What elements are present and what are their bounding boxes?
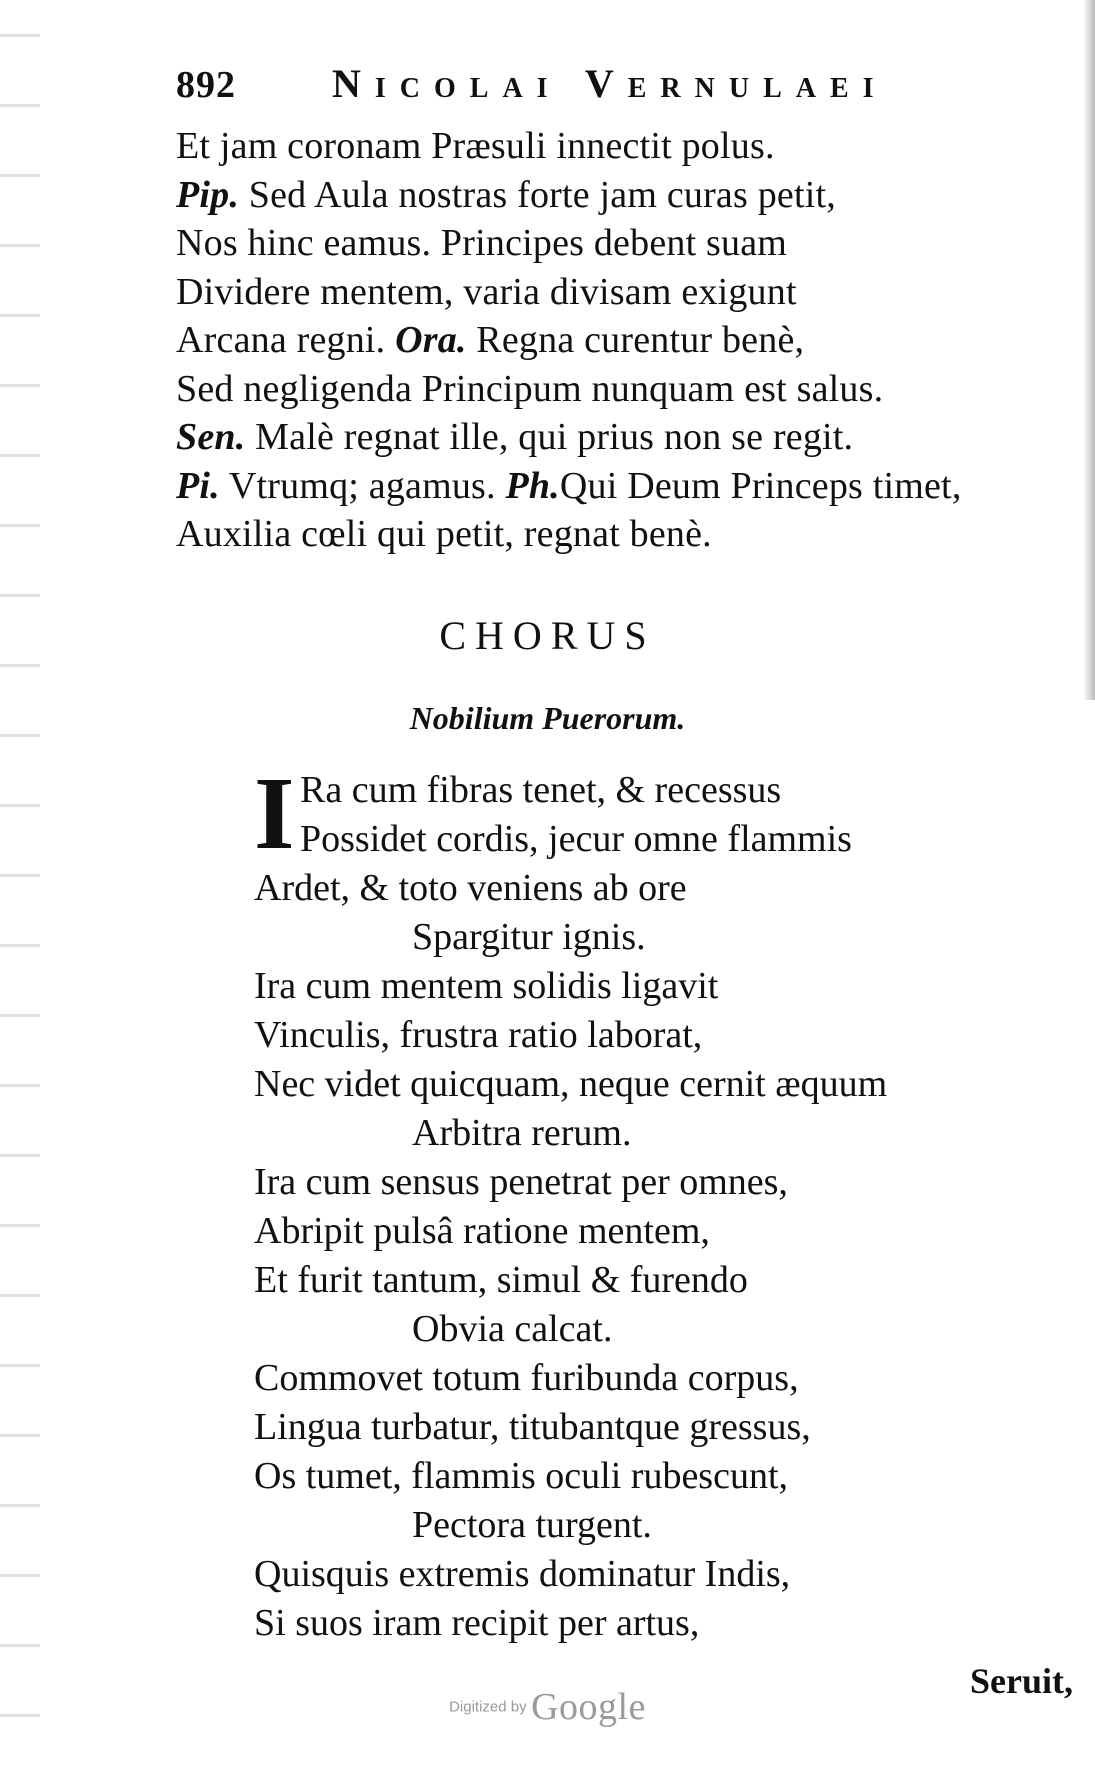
dialogue-text: Nos hinc eamus. Principes debent suam: [176, 222, 788, 264]
verse-line: Pectora turgent.: [412, 1504, 652, 1546]
verse-line: Ra cum fibras tenet, & recessus: [300, 769, 782, 811]
verse-line: Ira cum sensus penetrat per omnes,: [254, 1161, 788, 1203]
page-header: [176, 60, 936, 110]
verse-line: Ira cum mentem solidis ligavit: [254, 965, 719, 1007]
chorus-title: CHORUS: [439, 613, 656, 658]
chorus-poem: [254, 756, 1054, 1648]
dialogue-line: [176, 316, 1056, 365]
dialogue-text: Malè regnat ille, qui prius non se regit.: [245, 416, 854, 458]
speaker-label: Sen.: [176, 416, 246, 458]
verse-line: Nec videt quicquam, neque cernit æquum: [254, 1063, 888, 1105]
verse-line: Lingua turbatur, titubantque gressus,: [254, 1406, 811, 1448]
dialogue-line: [176, 365, 1056, 414]
running-head: Nicolai Vernulaei: [332, 61, 888, 106]
dialogue-line: [176, 171, 1056, 220]
catchword: Seruit,: [970, 1661, 1073, 1701]
verse-line: Arbitra rerum.: [412, 1112, 632, 1154]
dialogue-text: Qui Deum Princeps timet,: [559, 464, 962, 507]
watermark-prefix: Digitized by: [449, 1698, 527, 1716]
google-logo-text: Google: [531, 1686, 646, 1728]
dialogue-text: Auxilia cœli qui petit, regnat benè.: [176, 513, 712, 555]
speaker-label: Ora.: [395, 319, 467, 361]
dialogue-line: [176, 268, 1056, 317]
chorus-subtitle: Nobilium Puerorum.: [409, 700, 686, 736]
dialogue-line: [176, 219, 1056, 268]
verse-line: Vinculis, frustra ratio laborat,: [254, 1014, 703, 1056]
verse-line: Abripit pulsâ ratione mentem,: [254, 1210, 710, 1252]
dialogue-text: Sed Aula nostras forte jam curas petit,: [239, 173, 836, 216]
verse-line: Spargitur ignis.: [412, 916, 646, 958]
drop-capital: I: [254, 756, 295, 871]
verse-line: Commovet totum furibunda corpus,: [254, 1357, 799, 1399]
dialogue-text: Et jam coronam Præsuli innectit polus.: [176, 125, 775, 167]
dialogue-line: [176, 510, 1056, 559]
speaker-label: Pip.: [176, 173, 240, 216]
dialogue-text: Regna curentur benè,: [466, 319, 805, 361]
verse-line: Possidet cordis, jecur omne flammis: [300, 818, 852, 860]
dialogue-line: [176, 122, 1056, 171]
dialogue-text: Sed negligenda Principum nunquam est salus.: [176, 367, 884, 410]
dialogue-line: [176, 462, 1056, 511]
dialogue-block: [176, 122, 1056, 559]
verse-line: Os tumet, flammis oculi rubescunt,: [254, 1455, 789, 1497]
speaker-label: Pi.: [176, 464, 220, 507]
speaker-label: Ph.: [505, 464, 560, 507]
verse-line: Et furit tantum, simul & furendo: [254, 1259, 748, 1301]
page-edge-shadow: [1083, 0, 1095, 700]
verse-line: Ardet, & toto veniens ab ore: [254, 867, 687, 909]
dialogue-text: Vtrumq; agamus.: [219, 464, 506, 507]
dialogue-text: Arcana regni.: [176, 319, 396, 361]
digitization-watermark: [0, 1685, 1095, 1729]
verse-line: Si suos iram recipit per artus,: [254, 1602, 700, 1644]
dialogue-line: [176, 413, 1056, 462]
page-gutter-shadow: [0, 0, 40, 1773]
page-number: 892: [176, 64, 236, 106]
verse-line: Obvia calcat.: [412, 1308, 613, 1350]
dialogue-text: Dividere mentem, varia divisam exigunt: [176, 270, 797, 313]
verse-line: Quisquis extremis dominatur Indis,: [254, 1553, 791, 1595]
